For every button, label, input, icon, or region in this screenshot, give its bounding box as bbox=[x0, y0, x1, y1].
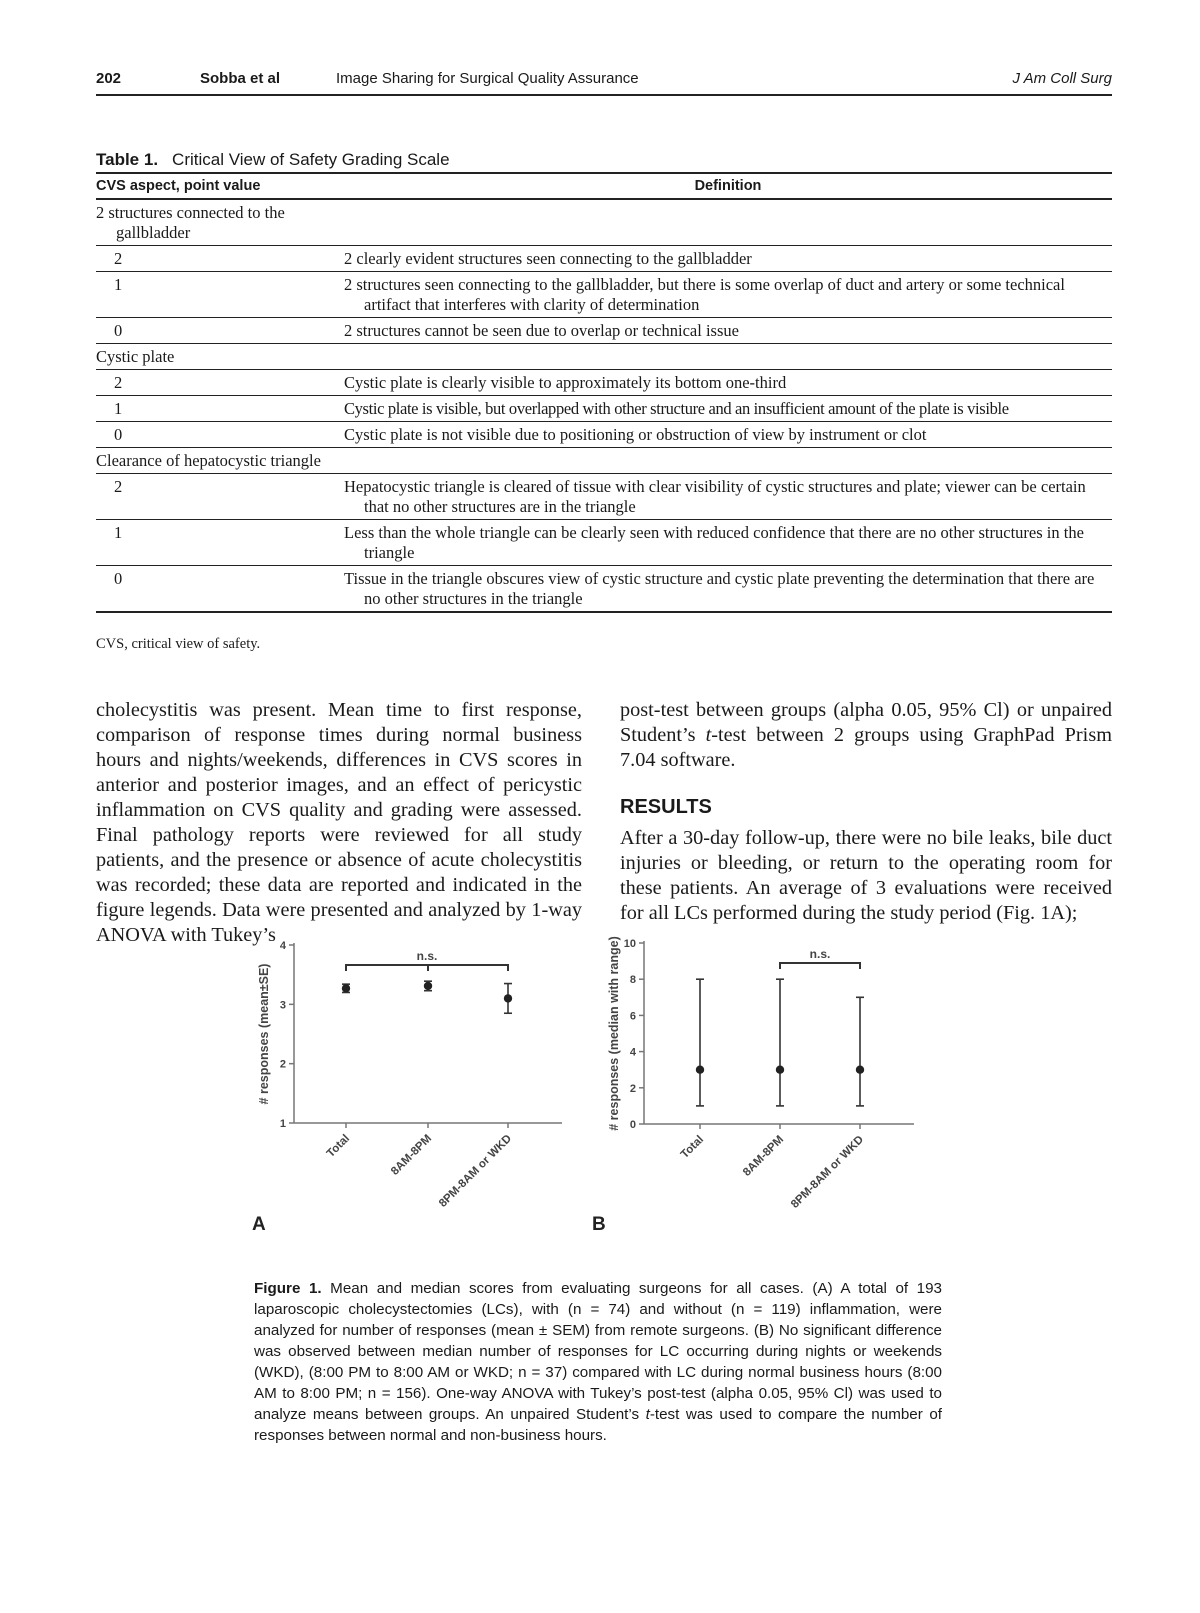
section-aspect: 2 structures connected to the gallbladder bbox=[96, 199, 344, 246]
point-value: 2 bbox=[96, 370, 344, 396]
table-header-row bbox=[96, 173, 1112, 199]
data-point bbox=[856, 1066, 864, 1074]
column-header-definition: Definition bbox=[344, 173, 1112, 199]
y-tick-label: 8 bbox=[629, 974, 636, 987]
x-tick-label: Total bbox=[324, 1132, 353, 1160]
y-tick-label: 6 bbox=[629, 1010, 636, 1023]
data-point bbox=[696, 1066, 704, 1074]
running-header bbox=[96, 70, 1112, 96]
y-axis-label: # responses (median with range) bbox=[607, 936, 621, 1131]
figure-caption: Figure 1. Mean and median scores from evaluating surgeons for all cases. (A) A total of 193 laparoscopic cholecystectomies (LCs), with (n = 74) and without (n = 119) inflammation, were analyzed for number of responses (mean ± SEM) from remote surgeons. (B) No significant difference was observed between median number of responses for LC occurring during nights or weekends (WKD), (8:00 PM to 8:00 AM or WKD; n = 37) compared with LC during normal business hours (8:00 AM to 8:00 PM; n = 156). One-way ANOVA with Tukey’s post-test (alpha 0.05, 95% Cl) was used to analyze means between groups. An unpaired Student’s t-test was used to compare the number of responses between normal and non-business hours. bbox=[254, 1280, 943, 1444]
section-aspect: Clearance of hepatocystic triangle bbox=[96, 448, 344, 474]
column-header-aspect: CVS aspect, point value bbox=[96, 173, 344, 199]
point-value: 2 bbox=[96, 474, 344, 520]
results-heading: RESULTS bbox=[620, 796, 712, 818]
page-number: 202 bbox=[96, 70, 122, 87]
definition-cell: 2 clearly evident structures seen connecting to the gallbladder bbox=[344, 246, 1112, 272]
results-paragraph: After a 30-day follow-up, there were no bile leaks, bile duct injuries or bleeding, or return to the operating room for these patients. An average of 3 evaluations were received for all LCs performed during the study period (Fig. 1A); bbox=[620, 827, 1112, 924]
data-point bbox=[424, 982, 432, 990]
table-caption bbox=[96, 150, 450, 170]
table-row bbox=[96, 370, 1112, 396]
panel-label: B bbox=[592, 1214, 606, 1235]
x-tick-label: 8PM-8AM or WKD bbox=[436, 1132, 515, 1210]
figure-1 bbox=[250, 936, 950, 1275]
table-row bbox=[96, 396, 1112, 422]
table-title: Critical View of Safety Grading Scale bbox=[172, 150, 450, 169]
journal-name: J Am Coll Surg bbox=[1012, 70, 1112, 87]
table-row bbox=[96, 520, 1112, 566]
significance-label: n.s. bbox=[809, 947, 831, 961]
table-row bbox=[96, 246, 1112, 272]
definition-cell: Tissue in the triangle obscures view of cystic structure and cystic plate preventing the determination that there are no other structures in the triangle bbox=[344, 566, 1112, 613]
point-value: 1 bbox=[96, 272, 344, 318]
table-row bbox=[96, 422, 1112, 448]
y-tick-label: 1 bbox=[279, 1118, 286, 1130]
definition-cell: 2 structures cannot be seen due to overlap or technical issue bbox=[344, 318, 1112, 344]
data-point bbox=[504, 994, 512, 1002]
significance-bracket bbox=[780, 963, 860, 969]
point-value: 0 bbox=[96, 422, 344, 448]
running-authors: Sobba et al bbox=[200, 70, 281, 87]
running-title: Image Sharing for Surgical Quality Assurance bbox=[336, 70, 639, 87]
point-value: 0 bbox=[96, 566, 344, 613]
point-value: 1 bbox=[96, 520, 344, 566]
definition-cell: 2 structures seen connecting to the gallbladder, but there is some overlap of duct and artery or some technical artifact that interferes with clarity of determination bbox=[344, 272, 1112, 318]
significance-label: n.s. bbox=[416, 949, 438, 963]
body-right-column-start: post-test between groups (alpha 0.05, 95% Cl) or unpaired Student’s t-test between 2 groups using GraphPad Prism 7.04 software. bbox=[620, 699, 1112, 771]
x-tick-label: 8AM-8PM bbox=[741, 1133, 787, 1179]
definition-cell: Less than the whole triangle can be clearly seen with reduced confidence that there are no other structures in the triangle bbox=[344, 520, 1112, 566]
data-point bbox=[776, 1066, 784, 1074]
y-tick-label: 2 bbox=[279, 1058, 286, 1071]
cvs-grading-table bbox=[96, 172, 1112, 613]
y-tick-label: 4 bbox=[279, 940, 286, 952]
table-row bbox=[96, 474, 1112, 520]
definition-cell: Cystic plate is not visible due to positioning or obstruction of view by instrument or clot bbox=[344, 422, 1112, 448]
table-row bbox=[96, 566, 1112, 613]
body-left-column: cholecystitis was present. Mean time to first response, comparison of response times during normal business hours and nights/weekends, differences in CVS scores in anterior and posterior images, and an effect of pericystic inflammation on CVS quality and grading were assessed. Final pathology reports were reviewed for all study patients, and the presence or absence of acute cholecystitis was recorded; these data are reported and indicated in the figure legends. Data were presented and analyzed by 1-way ANOVA with Tukey’s bbox=[96, 699, 582, 946]
table-section-row bbox=[96, 199, 1112, 246]
table-label: Table 1. bbox=[96, 150, 159, 169]
panel-label: A bbox=[252, 1214, 266, 1235]
x-tick-label: 8PM-8AM or WKD bbox=[788, 1133, 867, 1211]
y-tick-label: 10 bbox=[623, 938, 636, 950]
data-point bbox=[342, 984, 350, 992]
y-tick-label: 4 bbox=[629, 1046, 636, 1059]
table-row bbox=[96, 272, 1112, 318]
point-value: 2 bbox=[96, 246, 344, 272]
y-axis-label: # responses (mean±SE) bbox=[257, 963, 271, 1105]
definition-cell: Hepatocystic triangle is cleared of tissue with clear visibility of cystic structures and plate; viewer can be certain that no other structures are in the triangle bbox=[344, 474, 1112, 520]
table-footnote: CVS, critical view of safety. bbox=[96, 636, 261, 652]
y-tick-label: 2 bbox=[629, 1082, 636, 1095]
table-row bbox=[96, 318, 1112, 344]
definition-cell: Cystic plate is visible, but overlapped with other structure and an insufficient amount of the plate is visible bbox=[344, 396, 1112, 422]
definition-cell: Cystic plate is clearly visible to approximately its bottom one-third bbox=[344, 370, 1112, 396]
figure-1-charts bbox=[250, 936, 950, 1275]
point-value: 1 bbox=[96, 396, 344, 422]
section-aspect: Cystic plate bbox=[96, 344, 344, 370]
x-tick-label: 8AM-8PM bbox=[389, 1132, 435, 1178]
x-tick-label: Total bbox=[678, 1133, 707, 1161]
table-section-row bbox=[96, 344, 1112, 370]
point-value: 0 bbox=[96, 318, 344, 344]
y-tick-label: 0 bbox=[629, 1119, 636, 1131]
y-tick-label: 3 bbox=[279, 999, 286, 1012]
table-section-row bbox=[96, 448, 1112, 474]
